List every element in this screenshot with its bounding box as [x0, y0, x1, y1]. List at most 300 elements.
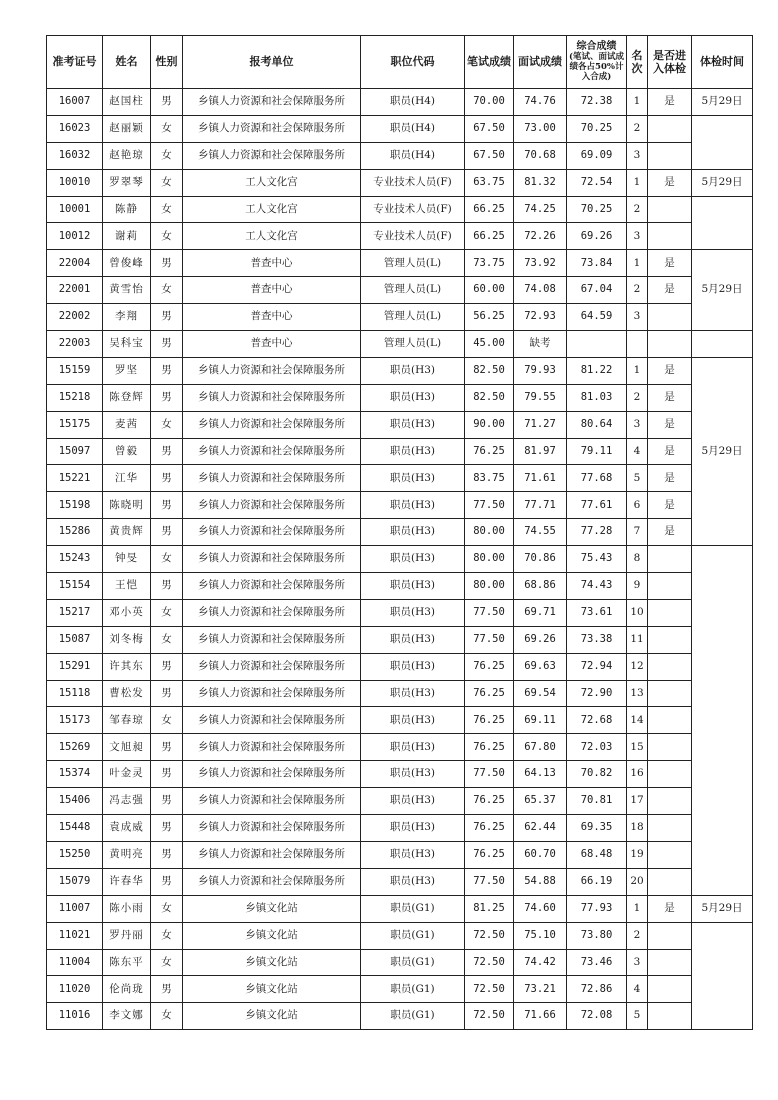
header-position-code: 职位代码	[361, 36, 465, 89]
cell-gender: 女	[151, 707, 183, 734]
cell-gender: 女	[151, 223, 183, 250]
cell-rank: 12	[627, 653, 648, 680]
cell-name: 黄雪怡	[103, 277, 151, 304]
header-total-score	[567, 36, 627, 89]
cell-interview-score: 73.92	[514, 250, 567, 277]
table-row	[47, 680, 753, 707]
cell-interview-score: 74.08	[514, 277, 567, 304]
table-row	[47, 573, 753, 600]
cell-exam-no: 22001	[47, 277, 103, 304]
cell-written-score: 81.25	[465, 895, 514, 922]
cell-total-score: 73.84	[567, 250, 627, 277]
cell-medical	[648, 115, 692, 142]
cell-medical	[648, 976, 692, 1003]
cell-name: 曾俊峰	[103, 250, 151, 277]
cell-medical-time	[692, 331, 753, 358]
cell-rank: 3	[627, 142, 648, 169]
cell-interview-score: 79.93	[514, 357, 567, 384]
cell-name: 叶金灵	[103, 761, 151, 788]
cell-interview-score: 72.93	[514, 304, 567, 331]
cell-rank: 5	[627, 465, 648, 492]
cell-written-score: 66.25	[465, 196, 514, 223]
table-row	[47, 357, 753, 384]
table-row	[47, 142, 753, 169]
table-row	[47, 707, 753, 734]
cell-position-code: 职员(H4)	[361, 115, 465, 142]
cell-written-score: 82.50	[465, 384, 514, 411]
table-row	[47, 734, 753, 761]
cell-position-code: 职员(H3)	[361, 761, 465, 788]
cell-written-score: 77.50	[465, 599, 514, 626]
cell-medical-time: 5月29日	[692, 895, 753, 922]
header-rank: 名次	[627, 36, 648, 89]
cell-unit: 乡镇文化站	[183, 976, 361, 1003]
cell-total-score: 73.80	[567, 922, 627, 949]
cell-name: 王恺	[103, 573, 151, 600]
cell-name: 伦尚珑	[103, 976, 151, 1003]
cell-rank: 3	[627, 223, 648, 250]
cell-rank: 8	[627, 546, 648, 573]
cell-written-score: 83.75	[465, 465, 514, 492]
cell-rank: 17	[627, 788, 648, 815]
cell-rank: 19	[627, 841, 648, 868]
cell-position-code: 职员(G1)	[361, 976, 465, 1003]
cell-medical	[648, 223, 692, 250]
cell-written-score: 76.25	[465, 841, 514, 868]
cell-medical-time	[692, 922, 753, 1030]
cell-exam-no: 15087	[47, 626, 103, 653]
cell-total-score: 72.90	[567, 680, 627, 707]
cell-gender: 男	[151, 761, 183, 788]
cell-name: 许春华	[103, 868, 151, 895]
cell-exam-no: 15269	[47, 734, 103, 761]
cell-unit: 普查中心	[183, 331, 361, 358]
cell-exam-no: 15243	[47, 546, 103, 573]
cell-gender: 女	[151, 277, 183, 304]
cell-interview-score: 缺考	[514, 331, 567, 358]
cell-position-code: 职员(H3)	[361, 465, 465, 492]
cell-medical	[648, 331, 692, 358]
cell-medical-time: 5月29日	[692, 89, 753, 116]
cell-position-code: 职员(H3)	[361, 841, 465, 868]
cell-interview-score: 79.55	[514, 384, 567, 411]
cell-total-score: 72.68	[567, 707, 627, 734]
cell-written-score: 76.25	[465, 707, 514, 734]
cell-exam-no: 15118	[47, 680, 103, 707]
cell-name: 吴科宝	[103, 331, 151, 358]
cell-name: 赵丽颖	[103, 115, 151, 142]
cell-unit: 乡镇文化站	[183, 949, 361, 976]
cell-rank: 3	[627, 411, 648, 438]
cell-name: 陈东平	[103, 949, 151, 976]
cell-written-score: 76.25	[465, 734, 514, 761]
header-exam-no: 准考证号	[47, 36, 103, 89]
cell-written-score: 77.50	[465, 868, 514, 895]
cell-unit: 乡镇人力资源和社会保障服务所	[183, 89, 361, 116]
cell-unit: 乡镇人力资源和社会保障服务所	[183, 680, 361, 707]
header-total-note: (笔试、面试成绩各占50%计入合成)	[568, 52, 625, 82]
cell-interview-score: 74.60	[514, 895, 567, 922]
cell-total-score	[567, 331, 627, 358]
cell-unit: 乡镇人力资源和社会保障服务所	[183, 868, 361, 895]
cell-gender: 男	[151, 438, 183, 465]
cell-rank: 9	[627, 573, 648, 600]
cell-total-score: 70.25	[567, 196, 627, 223]
cell-total-score: 69.35	[567, 815, 627, 842]
cell-unit: 乡镇人力资源和社会保障服务所	[183, 841, 361, 868]
cell-total-score: 75.43	[567, 546, 627, 573]
cell-rank: 2	[627, 384, 648, 411]
cell-exam-no: 10010	[47, 169, 103, 196]
cell-rank: 14	[627, 707, 648, 734]
cell-interview-score: 77.71	[514, 492, 567, 519]
table-row	[47, 976, 753, 1003]
cell-gender: 男	[151, 680, 183, 707]
cell-written-score: 66.25	[465, 223, 514, 250]
cell-medical: 是	[648, 492, 692, 519]
cell-unit: 乡镇人力资源和社会保障服务所	[183, 357, 361, 384]
cell-gender: 男	[151, 331, 183, 358]
cell-position-code: 职员(H3)	[361, 707, 465, 734]
cell-unit: 乡镇人力资源和社会保障服务所	[183, 519, 361, 546]
cell-interview-score: 69.26	[514, 626, 567, 653]
cell-written-score: 80.00	[465, 546, 514, 573]
cell-total-score: 72.08	[567, 1003, 627, 1030]
cell-unit: 工人文化宫	[183, 169, 361, 196]
cell-position-code: 职员(H3)	[361, 788, 465, 815]
cell-exam-no: 15374	[47, 761, 103, 788]
cell-total-score: 73.38	[567, 626, 627, 653]
cell-total-score: 70.81	[567, 788, 627, 815]
cell-exam-no: 10012	[47, 223, 103, 250]
cell-total-score: 72.54	[567, 169, 627, 196]
cell-exam-no: 11007	[47, 895, 103, 922]
table-row	[47, 115, 753, 142]
header-written-score: 笔试成绩	[465, 36, 514, 89]
cell-written-score: 72.50	[465, 976, 514, 1003]
cell-written-score: 77.50	[465, 492, 514, 519]
cell-medical: 是	[648, 438, 692, 465]
cell-position-code: 管理人员(L)	[361, 250, 465, 277]
cell-medical-time	[692, 115, 753, 169]
cell-rank: 1	[627, 250, 648, 277]
cell-exam-no: 15250	[47, 841, 103, 868]
cell-position-code: 职员(G1)	[361, 1003, 465, 1030]
cell-written-score: 80.00	[465, 519, 514, 546]
cell-exam-no: 15448	[47, 815, 103, 842]
table-row	[47, 196, 753, 223]
cell-position-code: 职员(H3)	[361, 546, 465, 573]
cell-unit: 乡镇人力资源和社会保障服务所	[183, 384, 361, 411]
cell-written-score: 56.25	[465, 304, 514, 331]
table-row	[47, 922, 753, 949]
cell-exam-no: 16023	[47, 115, 103, 142]
cell-written-score: 70.00	[465, 89, 514, 116]
cell-interview-score: 81.97	[514, 438, 567, 465]
cell-unit: 乡镇人力资源和社会保障服务所	[183, 653, 361, 680]
cell-interview-score: 73.00	[514, 115, 567, 142]
cell-gender: 女	[151, 142, 183, 169]
cell-medical	[648, 680, 692, 707]
cell-name: 冯志强	[103, 788, 151, 815]
cell-position-code: 职员(H3)	[361, 438, 465, 465]
cell-interview-score: 67.80	[514, 734, 567, 761]
cell-unit: 乡镇人力资源和社会保障服务所	[183, 734, 361, 761]
cell-medical: 是	[648, 250, 692, 277]
cell-gender: 男	[151, 89, 183, 116]
cell-total-score: 72.94	[567, 653, 627, 680]
cell-interview-score: 74.42	[514, 949, 567, 976]
cell-name: 黄明亮	[103, 841, 151, 868]
cell-name: 谢莉	[103, 223, 151, 250]
cell-name: 陈登辉	[103, 384, 151, 411]
cell-exam-no: 22002	[47, 304, 103, 331]
cell-name: 许其东	[103, 653, 151, 680]
cell-rank: 7	[627, 519, 648, 546]
cell-total-score: 81.22	[567, 357, 627, 384]
cell-position-code: 专业技术人员(F)	[361, 196, 465, 223]
cell-exam-no: 11016	[47, 1003, 103, 1030]
cell-medical	[648, 626, 692, 653]
cell-gender: 男	[151, 492, 183, 519]
cell-rank: 15	[627, 734, 648, 761]
cell-written-score: 77.50	[465, 626, 514, 653]
cell-total-score: 72.86	[567, 976, 627, 1003]
cell-written-score: 67.50	[465, 142, 514, 169]
cell-written-score: 72.50	[465, 922, 514, 949]
cell-exam-no: 15291	[47, 653, 103, 680]
cell-total-score: 66.19	[567, 868, 627, 895]
cell-rank: 18	[627, 815, 648, 842]
table-row	[47, 788, 753, 815]
cell-total-score: 74.43	[567, 573, 627, 600]
cell-exam-no: 16007	[47, 89, 103, 116]
cell-name: 文旭昶	[103, 734, 151, 761]
cell-interview-score: 72.26	[514, 223, 567, 250]
cell-interview-score: 69.71	[514, 599, 567, 626]
cell-position-code: 职员(H3)	[361, 626, 465, 653]
cell-exam-no: 15159	[47, 357, 103, 384]
cell-position-code: 职员(H3)	[361, 411, 465, 438]
cell-exam-no: 15406	[47, 788, 103, 815]
cell-medical	[648, 707, 692, 734]
cell-rank: 6	[627, 492, 648, 519]
cell-interview-score: 69.54	[514, 680, 567, 707]
cell-position-code: 职员(H4)	[361, 89, 465, 116]
cell-medical: 是	[648, 89, 692, 116]
cell-position-code: 职员(H3)	[361, 357, 465, 384]
cell-position-code: 职员(H3)	[361, 519, 465, 546]
table-row	[47, 277, 753, 304]
cell-unit: 乡镇人力资源和社会保障服务所	[183, 761, 361, 788]
cell-total-score: 67.04	[567, 277, 627, 304]
cell-interview-score: 54.88	[514, 868, 567, 895]
cell-name: 赵国柱	[103, 89, 151, 116]
cell-rank: 13	[627, 680, 648, 707]
cell-unit: 乡镇人力资源和社会保障服务所	[183, 626, 361, 653]
cell-written-score: 63.75	[465, 169, 514, 196]
cell-gender: 男	[151, 734, 183, 761]
cell-interview-score: 69.63	[514, 653, 567, 680]
table-row	[47, 841, 753, 868]
header-row	[47, 36, 753, 89]
cell-unit: 乡镇人力资源和社会保障服务所	[183, 115, 361, 142]
cell-gender: 女	[151, 626, 183, 653]
cell-position-code: 职员(G1)	[361, 922, 465, 949]
cell-interview-score: 68.86	[514, 573, 567, 600]
cell-rank: 20	[627, 868, 648, 895]
cell-unit: 乡镇文化站	[183, 895, 361, 922]
cell-written-score: 76.25	[465, 815, 514, 842]
cell-exam-no: 15079	[47, 868, 103, 895]
cell-written-score: 67.50	[465, 115, 514, 142]
cell-written-score: 72.50	[465, 1003, 514, 1030]
cell-position-code: 职员(H3)	[361, 492, 465, 519]
cell-name: 罗坚	[103, 357, 151, 384]
header-unit: 报考单位	[183, 36, 361, 89]
cell-rank: 3	[627, 949, 648, 976]
cell-interview-score: 71.61	[514, 465, 567, 492]
cell-gender: 男	[151, 653, 183, 680]
cell-interview-score: 71.27	[514, 411, 567, 438]
cell-gender: 女	[151, 411, 183, 438]
cell-written-score: 60.00	[465, 277, 514, 304]
cell-exam-no: 15217	[47, 599, 103, 626]
cell-unit: 工人文化宫	[183, 223, 361, 250]
cell-unit: 乡镇人力资源和社会保障服务所	[183, 573, 361, 600]
table-body	[47, 89, 753, 1030]
cell-gender: 男	[151, 815, 183, 842]
header-medical: 是否进入体检	[648, 36, 692, 89]
cell-total-score: 77.28	[567, 519, 627, 546]
cell-medical	[648, 196, 692, 223]
cell-name: 黄贵辉	[103, 519, 151, 546]
cell-written-score: 73.75	[465, 250, 514, 277]
cell-position-code: 专业技术人员(F)	[361, 169, 465, 196]
cell-name: 邹春琼	[103, 707, 151, 734]
cell-medical	[648, 788, 692, 815]
cell-total-score: 69.26	[567, 223, 627, 250]
table-row	[47, 761, 753, 788]
cell-total-score: 81.03	[567, 384, 627, 411]
table-row	[47, 465, 753, 492]
cell-medical: 是	[648, 169, 692, 196]
cell-interview-score: 74.25	[514, 196, 567, 223]
cell-unit: 乡镇人力资源和社会保障服务所	[183, 492, 361, 519]
cell-unit: 乡镇人力资源和社会保障服务所	[183, 788, 361, 815]
cell-medical: 是	[648, 277, 692, 304]
cell-gender: 男	[151, 304, 183, 331]
cell-position-code: 职员(G1)	[361, 949, 465, 976]
cell-position-code: 职员(H3)	[361, 573, 465, 600]
cell-rank: 1	[627, 895, 648, 922]
cell-rank: 3	[627, 304, 648, 331]
cell-interview-score: 74.76	[514, 89, 567, 116]
cell-position-code: 职员(H3)	[361, 734, 465, 761]
table-row	[47, 653, 753, 680]
cell-unit: 乡镇人力资源和社会保障服务所	[183, 599, 361, 626]
table-row	[47, 492, 753, 519]
cell-position-code: 职员(H3)	[361, 599, 465, 626]
table-row	[47, 626, 753, 653]
cell-total-score: 69.09	[567, 142, 627, 169]
cell-medical	[648, 815, 692, 842]
cell-interview-score: 73.21	[514, 976, 567, 1003]
cell-medical: 是	[648, 411, 692, 438]
cell-medical-time: 5月29日	[692, 250, 753, 331]
cell-position-code: 管理人员(L)	[361, 304, 465, 331]
cell-gender: 男	[151, 841, 183, 868]
cell-unit: 乡镇文化站	[183, 1003, 361, 1030]
cell-total-score: 68.48	[567, 841, 627, 868]
cell-total-score: 72.03	[567, 734, 627, 761]
cell-gender: 男	[151, 573, 183, 600]
cell-total-score: 80.64	[567, 411, 627, 438]
cell-exam-no: 15221	[47, 465, 103, 492]
table-row	[47, 304, 753, 331]
cell-exam-no: 11020	[47, 976, 103, 1003]
cell-exam-no: 15097	[47, 438, 103, 465]
cell-exam-no: 22004	[47, 250, 103, 277]
cell-gender: 男	[151, 976, 183, 1003]
cell-name: 李翔	[103, 304, 151, 331]
cell-medical: 是	[648, 895, 692, 922]
cell-written-score: 82.50	[465, 357, 514, 384]
cell-interview-score: 70.86	[514, 546, 567, 573]
table-row	[47, 250, 753, 277]
cell-name: 曾毅	[103, 438, 151, 465]
cell-total-score: 64.59	[567, 304, 627, 331]
cell-gender: 女	[151, 1003, 183, 1030]
cell-name: 李文娜	[103, 1003, 151, 1030]
cell-interview-score: 64.13	[514, 761, 567, 788]
cell-rank: 11	[627, 626, 648, 653]
cell-name: 罗丹丽	[103, 922, 151, 949]
cell-name: 钟旻	[103, 546, 151, 573]
cell-rank: 2	[627, 196, 648, 223]
cell-position-code: 职员(G1)	[361, 895, 465, 922]
cell-medical-time: 5月29日	[692, 169, 753, 196]
cell-gender: 男	[151, 519, 183, 546]
cell-medical: 是	[648, 357, 692, 384]
cell-total-score: 70.82	[567, 761, 627, 788]
cell-written-score: 76.25	[465, 653, 514, 680]
cell-medical	[648, 599, 692, 626]
cell-rank: 2	[627, 115, 648, 142]
cell-rank: 1	[627, 89, 648, 116]
cell-medical-time	[692, 546, 753, 896]
cell-name: 陈静	[103, 196, 151, 223]
cell-exam-no: 15154	[47, 573, 103, 600]
cell-gender: 女	[151, 196, 183, 223]
cell-written-score: 72.50	[465, 949, 514, 976]
cell-total-score: 73.46	[567, 949, 627, 976]
cell-gender: 女	[151, 546, 183, 573]
cell-interview-score: 65.37	[514, 788, 567, 815]
cell-medical	[648, 868, 692, 895]
table-row	[47, 546, 753, 573]
cell-name: 陈晓明	[103, 492, 151, 519]
cell-exam-no: 15173	[47, 707, 103, 734]
cell-name: 曹松发	[103, 680, 151, 707]
cell-unit: 普查中心	[183, 250, 361, 277]
cell-position-code: 职员(H3)	[361, 653, 465, 680]
cell-rank: 2	[627, 277, 648, 304]
cell-gender: 女	[151, 115, 183, 142]
cell-exam-no: 15286	[47, 519, 103, 546]
cell-gender: 女	[151, 599, 183, 626]
cell-medical	[648, 546, 692, 573]
